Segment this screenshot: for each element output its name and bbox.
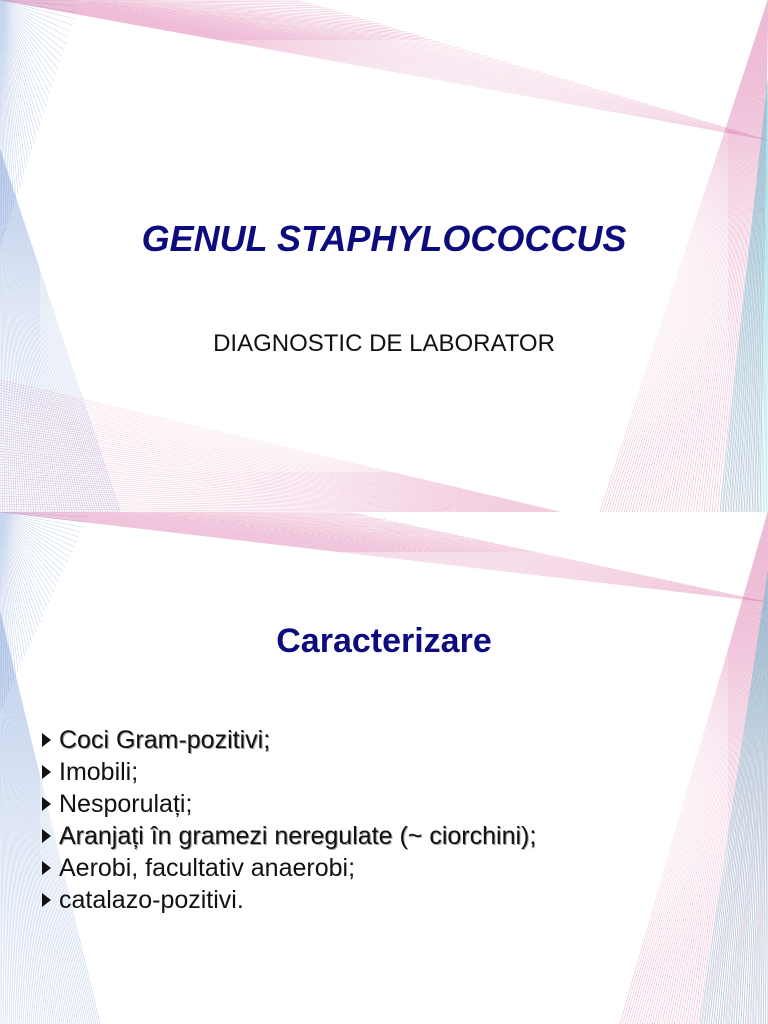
bullet-arrow-icon xyxy=(42,733,51,747)
bullet-text: Imobili; xyxy=(59,757,139,786)
slide-title-heading: GENUL STAPHYLOCOCCUS xyxy=(141,218,627,259)
bullet-arrow-icon xyxy=(42,765,51,779)
bullet-text: Nesporulați; xyxy=(59,789,193,818)
slide-characterization xyxy=(0,512,768,1024)
bullet-item xyxy=(42,788,536,820)
bullet-item xyxy=(42,756,536,788)
bullet-item xyxy=(42,852,536,884)
bullet-list xyxy=(42,724,536,916)
section-heading: Caracterizare xyxy=(276,622,492,660)
bullet-text: Coci Gram-pozitivi; xyxy=(59,725,271,754)
bullet-text: Aranjați în gramezi neregulate (~ ciorchini); xyxy=(59,821,537,850)
bullet-item xyxy=(42,820,536,852)
bullet-arrow-icon xyxy=(42,893,51,907)
bullet-arrow-icon xyxy=(42,797,51,811)
bullet-arrow-icon xyxy=(42,829,51,843)
bullet-text: Aerobi, facultativ anaerobi; xyxy=(59,853,356,882)
bullet-text: catalazo-pozitivi. xyxy=(59,885,244,914)
slide-subtitle: DIAGNOSTIC DE LABORATOR xyxy=(213,330,555,357)
bullet-arrow-icon xyxy=(42,861,51,875)
bullet-item xyxy=(42,724,536,756)
bullet-item xyxy=(42,884,536,916)
